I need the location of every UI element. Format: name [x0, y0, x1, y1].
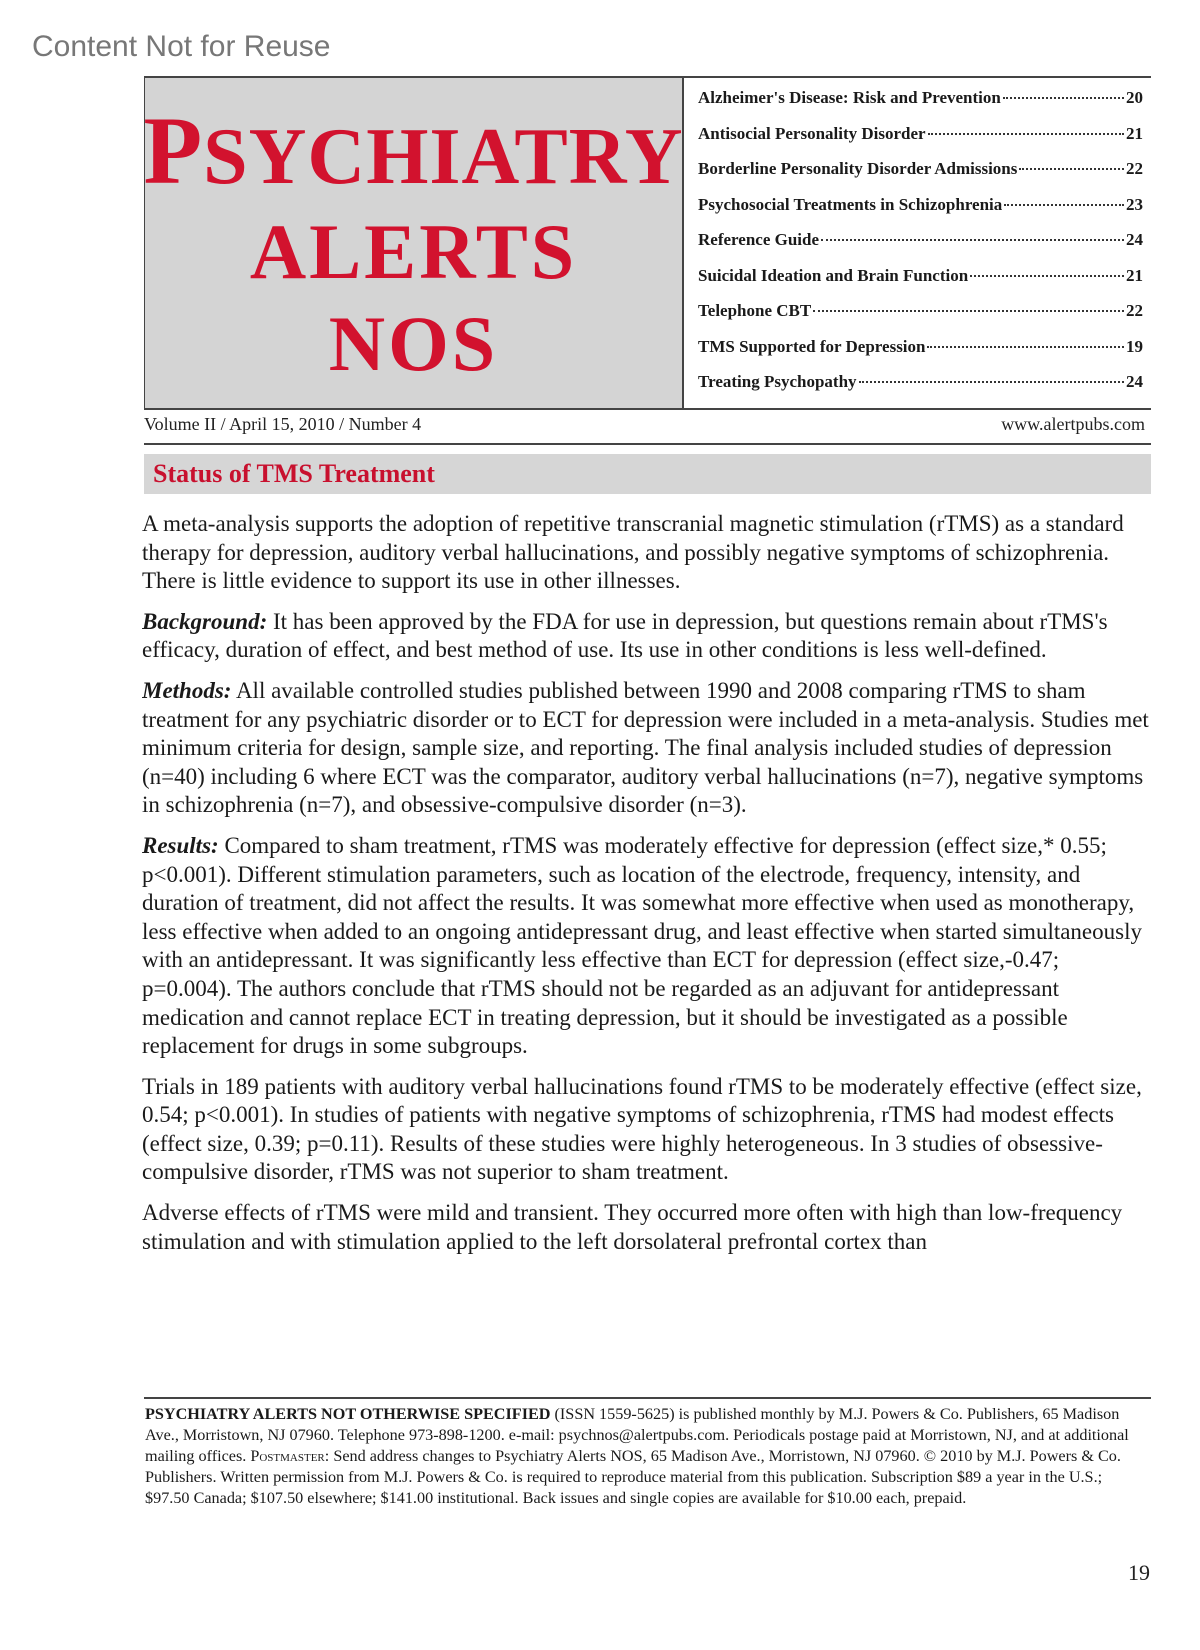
logo-rest: SYCHIATRY	[203, 113, 684, 201]
toc-item-page: 24	[1126, 372, 1143, 391]
page-number: 19	[1128, 1560, 1150, 1585]
results-label: Results:	[142, 832, 219, 858]
toc-item-title: Telephone CBT	[698, 301, 812, 320]
toc-item-page: 19	[1126, 336, 1143, 356]
toc-item-page: 21	[1126, 123, 1143, 143]
article-methods	[142, 677, 1152, 820]
article-adverse-effects: Adverse effects of rTMS were mild and transient. They occurred more often with high than low-frequency stimulation and with stimulation applied to the left dorsolateral prefrontal cortex than	[142, 1200, 1123, 1254]
background-label: Background:	[142, 608, 268, 634]
toc-item-title: Treating Psychopathy	[698, 372, 857, 391]
logo-line-alerts: ALERTS	[249, 208, 578, 295]
watermark: Content Not for Reuse	[32, 30, 331, 63]
toc-dot-leader	[1004, 204, 1124, 206]
publication-footer	[145, 1404, 1150, 1509]
footer-text-continued: Send address changes to Psychiatry Alerts NOS, 65 Madison Ave., Morristown, NJ 07960. © 2010 by M.J. Powers & Co. Publishers. Written permission from M.J. Powers & Co. is required to reproduce material from this publication. Subscription $89 a year in the U.S.; $97.50 Canada; $107.50 elsewhere; $141.00 institutional. Back issues and single copies are available for $10.00 each, prepaid.	[145, 1447, 1121, 1507]
toc-item-title: Antisocial Personality Disorder	[698, 123, 926, 143]
website-link[interactable]: www.alertpubs.com	[1001, 414, 1145, 434]
toc-item-title: Borderline Personality Disorder Admissions	[698, 159, 1018, 178]
article-trials: Trials in 189 patients with auditory verbal hallucinations found rTMS to be moderately effective (effect size, 0.54; p<0.001). In studies of patients with negative symptoms of schizophrenia, rTMS had modest effects (effect size, 0.39; p=0.11). Results of these studies were highly heterogeneous. In 3 studies of obsessive-compulsive disorder, rTMS was not superior to sham treatment.	[142, 1073, 1142, 1185]
methods-text: All available controlled studies published between 1990 and 2008 comparing rTMS to sham treatment for any psychiatric disorder or to ECT for depression were included in a meta-analysis. Studies met minimum criteria for design, sample size, and reporting. The final analysis included studies of depression (n=40) including 6 where ECT was the comparator, auditory verbal hallucinations (n=7), negative symptoms in schizophrenia (n=7), and obsessive-compulsive disorder (n=3).	[142, 677, 1149, 818]
section-header	[144, 454, 1151, 494]
toc-item[interactable]	[698, 124, 1143, 152]
toc-dot-leader	[1019, 168, 1124, 170]
logo-initial: P	[143, 97, 204, 204]
logo-line-nos: NOS	[328, 300, 499, 387]
divider	[144, 443, 1151, 445]
toc-item[interactable]	[698, 372, 1143, 400]
footer-postmaster-label: Postmaster:	[250, 1447, 330, 1465]
masthead	[144, 76, 1151, 410]
toc-item-title: Reference Guide	[698, 230, 820, 249]
toc-item[interactable]	[698, 301, 1143, 329]
article-results	[142, 832, 1152, 1061]
toc-item-page: 23	[1126, 194, 1143, 214]
toc-dot-leader	[927, 346, 1124, 348]
footer-publication-name: PSYCHIATRY ALERTS NOT OTHERWISE SPECIFIED	[145, 1405, 551, 1423]
toc-item-page: 22	[1126, 301, 1143, 320]
article-background	[142, 608, 1152, 665]
toc-dot-leader	[859, 381, 1124, 383]
background-text: It has been approved by the FDA for use in depression, but questions remain about rTMS's efficacy, duration of effect, and best method of use. Its use in other conditions is less well-defined.	[142, 608, 1108, 663]
toc-item[interactable]	[698, 195, 1143, 223]
results-text: Compared to sham treatment, rTMS was moderately effective for depression (effect size,* 0.55; p<0.001). Different stimulation parameters, such as location of the electrode, frequency, intensity, and duration of treatment, did not affect the results. It was somewhat more effective when used as monotherapy, less effective when added to an ongoing antidepressant drug, and least effective when started simultaneously with an antidepressant. It was significantly less effective than ECT for depression (effect size,-0.47; p=0.004). The authors conclude that rTMS should not be regarded as an adjuvant for antidepressant medication and cannot replace ECT in treating depression, but it should be investigated as a possible replacement for drugs in some subgroups.	[142, 832, 1142, 1059]
toc-item-title: Psychosocial Treatments in Schizophrenia	[698, 194, 1003, 214]
toc-item-page: 21	[1126, 265, 1143, 285]
toc-item[interactable]	[698, 88, 1143, 116]
toc-item-title: TMS Supported for Depression	[698, 336, 926, 356]
toc-item-title: Alzheimer's Disease: Risk and Prevention	[698, 88, 1001, 107]
table-of-contents	[684, 78, 1151, 408]
toc-item-page: 20	[1126, 88, 1143, 107]
toc-dot-leader	[1003, 97, 1124, 99]
toc-item[interactable]	[698, 230, 1143, 258]
article-body	[142, 510, 1152, 1390]
toc-item-page: 22	[1126, 159, 1143, 178]
footer-text: (ISSN 1559-5625) is published monthly by M.J. Powers & Co. Publishers, 65 Madison Ave., Morristown, NJ 07960. Telephone 973-898-1200. e-mail: psychnos@alertpubs.com. Periodicals postage paid at Morristown, NJ, and at additional mailing offices.	[145, 1405, 1129, 1465]
publication-logo	[144, 78, 684, 408]
article-intro: A meta-analysis supports the adoption of repetitive transcranial magnetic stimulation (rTMS) as a standard therapy for depression, auditory verbal hallucinations, and possibly negative symptoms of schizophrenia. There is little evidence to support its use in other illnesses.	[142, 511, 1124, 594]
toc-dot-leader	[821, 239, 1124, 241]
toc-item[interactable]	[698, 337, 1143, 365]
toc-item-title: Suicidal Ideation and Brain Function	[698, 265, 969, 285]
divider	[144, 1397, 1151, 1399]
methods-label: Methods:	[142, 677, 232, 703]
issue-info: Volume II / April 15, 2010 / Number 4	[144, 414, 422, 434]
toc-item[interactable]	[698, 266, 1143, 294]
toc-item[interactable]	[698, 159, 1143, 187]
issue-info-line	[144, 414, 1145, 435]
toc-dot-leader	[928, 133, 1124, 135]
toc-dot-leader	[970, 275, 1124, 277]
logo-line-psychiatry	[143, 97, 684, 204]
article-title: Status of TMS Treatment	[153, 459, 435, 488]
toc-item-page: 24	[1126, 230, 1143, 249]
toc-dot-leader	[813, 310, 1124, 312]
